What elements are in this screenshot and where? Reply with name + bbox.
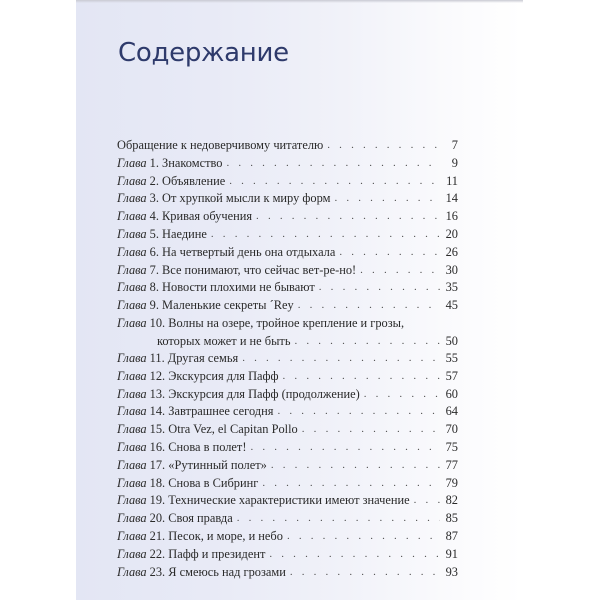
toc-entry-chapter-21[interactable] — [117, 528, 458, 546]
toc-entry-title: Волны на озере, тройное крепление и грозы, — [168, 315, 405, 330]
toc-entry-chapter-2[interactable] — [117, 173, 458, 191]
toc-page-number: 55 — [445, 350, 458, 365]
toc-entry-chapter-12[interactable] — [117, 368, 458, 386]
dot-leader — [283, 368, 440, 386]
dot-leader — [229, 173, 440, 191]
toc-page-number: 50 — [445, 333, 458, 348]
dot-leader — [360, 262, 440, 280]
toc-entry-title: Объявление — [162, 173, 226, 188]
chapter-number: 11. — [149, 350, 165, 365]
toc-entry-intro[interactable] — [117, 137, 458, 155]
dot-leader — [237, 510, 440, 528]
dot-leader — [269, 546, 440, 564]
dot-leader — [364, 386, 440, 404]
toc-entry-title: Otra Vez, el Capitan Pollo — [168, 422, 298, 437]
dot-leader — [334, 190, 440, 208]
dot-leader — [277, 403, 440, 421]
toc-page-number: 7 — [451, 138, 458, 152]
chapter-label: Глава — [117, 457, 147, 472]
chapter-number: 13. — [149, 386, 166, 401]
dot-leader — [298, 297, 440, 315]
chapter-label: Глава — [117, 511, 147, 526]
chapter-number: 19. — [149, 493, 166, 508]
toc-page-number: 9 — [451, 155, 458, 170]
dot-leader — [250, 439, 440, 457]
chapter-label: Глава — [117, 404, 147, 419]
chapter-label: Глава — [117, 173, 147, 188]
dot-leader — [256, 208, 440, 226]
toc-page-number: 75 — [445, 439, 458, 454]
chapter-label: Глава — [117, 546, 147, 561]
chapter-label: Глава — [117, 386, 147, 401]
toc-page-number: 14 — [445, 191, 458, 206]
toc-page-number: 87 — [445, 528, 458, 543]
toc-entry-title: Экскурсия для Пафф (продолжение) — [168, 386, 360, 401]
toc-entry-chapter-10[interactable] — [117, 315, 458, 350]
toc-entry-title: Снова в полет! — [168, 439, 247, 454]
dot-leader — [302, 421, 440, 439]
dot-leader — [327, 137, 440, 155]
chapter-number: 20. — [149, 511, 166, 526]
toc-page-number: 35 — [445, 280, 458, 295]
chapter-label: Глава — [117, 315, 147, 330]
toc-entry-chapter-22[interactable] — [117, 546, 458, 564]
toc-entry-chapter-23[interactable] — [117, 564, 458, 582]
toc-entry-chapter-9[interactable] — [117, 297, 458, 315]
toc-page-number: 64 — [445, 404, 458, 419]
toc-entry-chapter-20[interactable] — [117, 510, 458, 528]
toc-entry-chapter-14[interactable] — [117, 403, 458, 421]
dot-leader — [287, 528, 440, 546]
chapter-label: Глава — [117, 262, 147, 277]
toc-entry-title: «Рутинный полет» — [168, 457, 267, 472]
toc-page-number: 57 — [445, 368, 458, 383]
chapter-number: 16. — [149, 439, 166, 454]
chapter-number: 12. — [149, 368, 166, 383]
toc-entry-title: Все понимают, что сейчас вет-ре-но! — [162, 262, 357, 277]
toc-page-number: 11 — [446, 173, 458, 188]
toc-entry-title: Технические характеристики имеют значение — [168, 493, 410, 508]
toc-page-number: 77 — [445, 457, 458, 472]
chapter-label: Глава — [117, 226, 147, 241]
chapter-number: 18. — [149, 475, 166, 490]
toc-page-number: 91 — [445, 546, 458, 561]
dot-leader — [262, 475, 440, 493]
chapter-number: 15. — [149, 422, 166, 437]
toc-entry-title: От хрупкой мысли к миру форм — [162, 191, 331, 206]
toc-entry-chapter-5[interactable] — [117, 226, 458, 244]
toc-page-number: 79 — [445, 475, 458, 490]
toc-entry-chapter-18[interactable] — [117, 475, 458, 493]
chapter-number: 1. — [149, 155, 159, 170]
toc-entry-title: Снова в Сибринг — [168, 475, 259, 490]
toc-entry-chapter-3[interactable] — [117, 190, 458, 208]
dot-leader — [294, 332, 440, 350]
chapter-number: 4. — [149, 209, 159, 224]
chapter-label: Глава — [117, 422, 147, 437]
chapter-number: 3. — [149, 191, 159, 206]
toc-page-number: 45 — [445, 298, 458, 313]
toc-entry-chapter-7[interactable] — [117, 262, 458, 280]
chapter-label: Глава — [117, 155, 147, 170]
chapter-number: 9. — [149, 298, 159, 313]
chapter-number: 5. — [149, 226, 159, 241]
toc-entry-title: Кривая обучения — [162, 209, 253, 224]
toc-entry-title: Завтрашнее сегодня — [168, 404, 274, 419]
toc-entry-title: Новости плохими не бывают — [162, 280, 315, 295]
chapter-label: Глава — [117, 528, 147, 543]
chapter-label: Глава — [117, 564, 147, 579]
toc-entry-title-continued: которых может и не быть — [157, 333, 291, 348]
dot-leader — [290, 564, 440, 582]
chapter-label: Глава — [117, 209, 147, 224]
dot-leader — [339, 244, 440, 262]
chapter-number: 14. — [149, 404, 166, 419]
dot-leader — [242, 350, 440, 368]
toc-entry-chapter-17[interactable] — [117, 457, 458, 475]
toc-page-number: 26 — [445, 244, 458, 259]
toc-page-number: 93 — [445, 564, 458, 579]
toc-entry-title: Своя правда — [168, 511, 233, 526]
toc-page-number: 20 — [445, 226, 458, 241]
toc-entry-title: Экскурсия для Пафф — [168, 368, 279, 383]
chapter-label: Глава — [117, 350, 147, 365]
chapter-number: 22. — [149, 546, 166, 561]
toc-entry-title: Другая семья — [167, 350, 239, 365]
dot-leader — [226, 155, 440, 173]
toc-entry-title: Я смеюсь над грозами — [168, 564, 286, 579]
chapter-number: 10. — [149, 315, 166, 330]
chapter-number: 2. — [149, 173, 159, 188]
toc-page-number: 82 — [445, 493, 458, 508]
chapter-number: 8. — [149, 280, 159, 295]
chapter-number: 17. — [149, 457, 166, 472]
chapter-label: Глава — [117, 493, 147, 508]
dot-leader — [414, 492, 440, 510]
chapter-label: Глава — [117, 368, 147, 383]
chapter-label: Глава — [117, 244, 147, 259]
toc-page-number: 30 — [445, 262, 458, 277]
chapter-label: Глава — [117, 280, 147, 295]
table-of-contents — [117, 137, 458, 581]
toc-entry-title: Обращение к недоверчивому читателю — [117, 138, 324, 152]
toc-entry-chapter-8[interactable] — [117, 279, 458, 297]
toc-entry-chapter-1[interactable] — [117, 155, 458, 173]
toc-page-number: 60 — [445, 386, 458, 401]
chapter-number: 21. — [149, 528, 166, 543]
toc-entry-chapter-16[interactable] — [117, 439, 458, 457]
chapter-label: Глава — [117, 191, 147, 206]
toc-entry-chapter-15[interactable] — [117, 421, 458, 439]
toc-entry-chapter-19[interactable] — [117, 492, 458, 510]
chapter-number: 7. — [149, 262, 159, 277]
chapter-number: 23. — [149, 564, 166, 579]
toc-entry-title: Маленькие секреты ´Rey — [162, 298, 294, 313]
toc-page-number: 70 — [445, 422, 458, 437]
dot-leader — [319, 279, 440, 297]
chapter-number: 6. — [149, 244, 159, 259]
toc-entry-title: Пафф и президент — [168, 546, 266, 561]
toc-entry-chapter-4[interactable] — [117, 208, 458, 226]
toc-entry-title: Знакомство — [162, 155, 223, 170]
dot-leader — [271, 457, 440, 475]
toc-entry-title: Наедине — [162, 226, 207, 241]
toc-page-number: 85 — [445, 511, 458, 526]
toc-page-number: 16 — [445, 209, 458, 224]
toc-entry-chapter-11[interactable] — [117, 350, 458, 368]
toc-entry-title: На четвертый день она отдыхала — [162, 244, 336, 259]
toc-entry-chapter-13[interactable] — [117, 386, 458, 404]
toc-entry-chapter-6[interactable] — [117, 244, 458, 262]
dot-leader — [211, 226, 440, 244]
chapter-label: Глава — [117, 439, 147, 454]
page-title: Содержание — [118, 38, 289, 68]
chapter-label: Глава — [117, 475, 147, 490]
toc-entry-title: Песок, и море, и небо — [168, 528, 283, 543]
chapter-label: Глава — [117, 298, 147, 313]
